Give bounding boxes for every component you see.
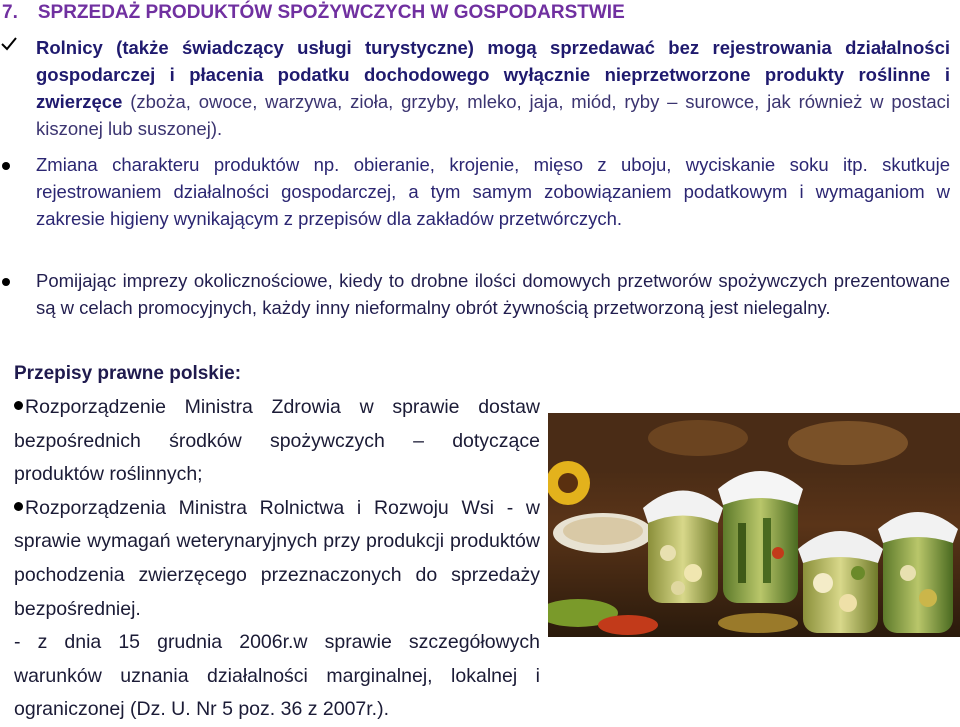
preserves-photo bbox=[548, 413, 960, 637]
law-item-2: Rozporządzenia Ministra Rolnictwa i Rozwoju Wsi - w sprawie wymagań weterynaryjnych przy produkcji produktów pochodzenia zwierzęcego przeznaczonych do sprzedaży bezpośredniej. bbox=[14, 496, 540, 620]
slide-title bbox=[2, 2, 952, 24]
bullet-dot-icon bbox=[14, 401, 23, 410]
slide-number: 7. bbox=[2, 2, 18, 23]
law-item-3: - z dnia 15 grudnia 2006r.w sprawie szczegółowych warunków uznania działalności marginalnej, lokalnej i ograniczonej (Dz. U. Nr 5 poz. 36 z 2007r.). bbox=[14, 631, 540, 721]
preserves-jars-image bbox=[548, 413, 960, 637]
point-1-normal: (zboża, owoce, warzywa, zioła, grzyby, mleko, jaja, miód, ryby – surowce, jak również w postaci kiszonej lub suszonej). bbox=[36, 91, 950, 139]
law-item-1: Rozporządzenie Ministra Zdrowia w sprawie dostaw bezpośrednich środków spożywczych – dotyczące produktów roślinnych; bbox=[14, 396, 540, 486]
laws-heading: Przepisy prawne polskie: bbox=[14, 363, 242, 384]
laws-list bbox=[14, 391, 540, 727]
bullet-dot-icon bbox=[14, 502, 23, 511]
point-2: Zmiana charakteru produktów np. obieranie, krojenie, mięso z uboju, wyciskanie soku itp. skutkuje rejestrowaniem działalności gospodarczej, a tym samym zobowiązaniem podatkowym i wymaganiom w zakresie higieny wynikającym z przepisów dla zakładów przetwórczych. bbox=[36, 154, 950, 229]
bullet-dot-icon bbox=[2, 278, 10, 286]
point-1 bbox=[36, 34, 950, 142]
point-3: Pomijając imprezy okolicznościowe, kiedy to drobne ilości domowych przetworów spożywczych prezentowane są w celach promocyjnych, każdy inny nieformalny obrót żywnością przetworzoną jest nielegalny. bbox=[36, 270, 950, 318]
point-1-bold: Rolnicy (także świadczący usługi turystyczne) mogą sprzedawać bez rejestrowania działalności gospodarczej i płacenia podatku dochodowego wyłącznie nieprzetworzone produkty roślinne i zwierzęce bbox=[36, 37, 950, 112]
check-icon bbox=[0, 35, 18, 59]
slide-title-text: SPRZEDAŻ PRODUKTÓW SPOŻYWCZYCH W GOSPODARSTWIE bbox=[37, 2, 625, 23]
bullet-dot-icon bbox=[2, 162, 10, 170]
